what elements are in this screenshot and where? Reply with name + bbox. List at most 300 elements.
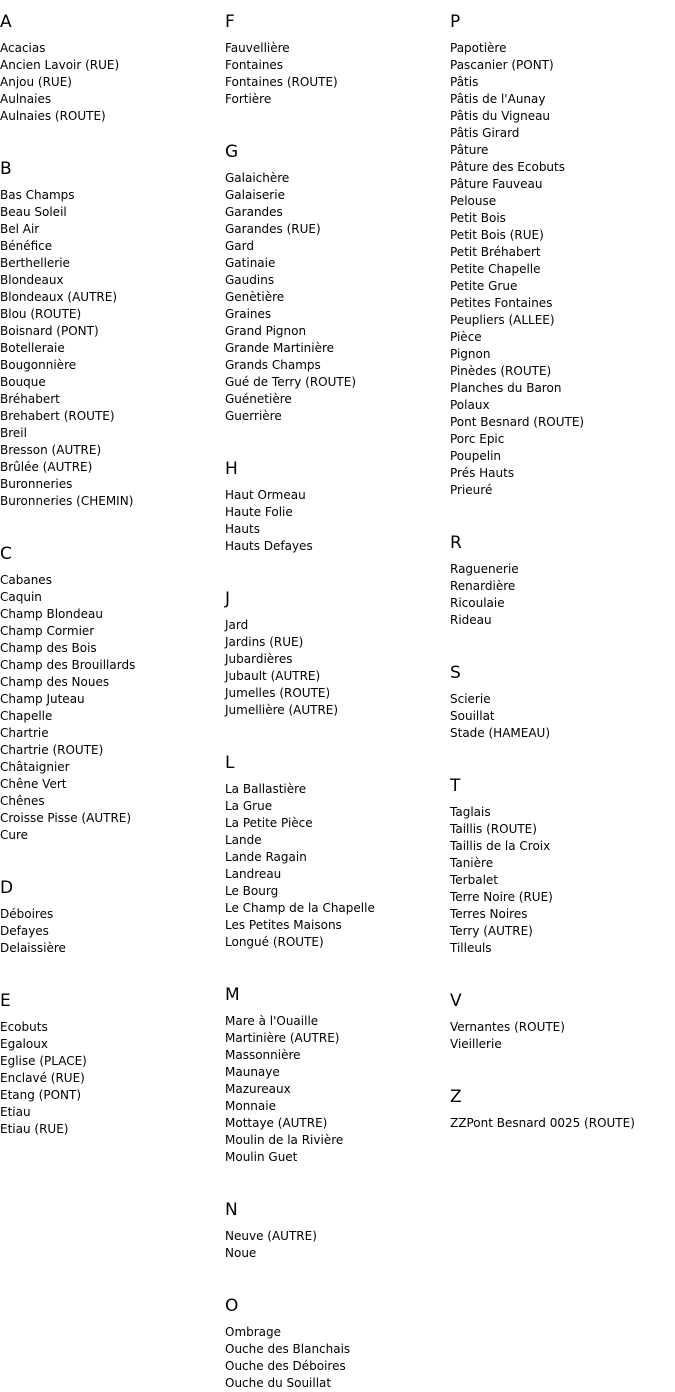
place-link[interactable]: Les Petites Maisons bbox=[225, 918, 342, 932]
place-link[interactable]: Grand Pignon bbox=[225, 324, 307, 338]
place-list-item bbox=[225, 866, 447, 883]
place-list-item bbox=[0, 691, 222, 708]
place-link[interactable]: Haute Folie bbox=[225, 505, 293, 519]
place-link[interactable]: Prieuré bbox=[450, 483, 493, 497]
place-list-item bbox=[450, 431, 672, 448]
place-link[interactable]: Terbalet bbox=[450, 873, 498, 887]
place-link[interactable]: Ancien Lavoir (RUE) bbox=[0, 58, 120, 72]
place-link[interactable]: Champ des Noues bbox=[0, 675, 110, 689]
place-link[interactable]: Garandes (RUE) bbox=[225, 222, 321, 236]
place-link[interactable]: La Petite Pièce bbox=[225, 816, 313, 830]
place-link[interactable]: Ouche des Déboires bbox=[225, 1359, 346, 1373]
place-list-item bbox=[450, 821, 672, 838]
place-link[interactable]: Bas Champs bbox=[0, 188, 75, 202]
place-list-item bbox=[225, 1341, 447, 1358]
place-link[interactable]: Croisse Pisse (AUTRE) bbox=[0, 811, 132, 825]
place-list-item bbox=[450, 57, 672, 74]
place-link[interactable]: Tanière bbox=[450, 856, 494, 870]
place-list-item bbox=[450, 940, 672, 957]
place-link[interactable]: ZZPont Besnard 0025 (ROUTE) bbox=[450, 1116, 635, 1130]
place-list-item bbox=[450, 363, 672, 380]
letter-section bbox=[450, 1085, 672, 1132]
place-link[interactable]: Raguenerie bbox=[450, 562, 519, 576]
place-list bbox=[225, 170, 447, 425]
place-link[interactable]: Fontaines bbox=[225, 58, 284, 72]
place-list-item bbox=[450, 465, 672, 482]
place-list-item bbox=[0, 187, 222, 204]
place-list-item bbox=[450, 91, 672, 108]
place-link[interactable]: Pâtis Girard bbox=[450, 126, 520, 140]
place-list-item bbox=[225, 917, 447, 934]
place-link[interactable]: Jumelles (ROUTE) bbox=[225, 686, 331, 700]
place-list bbox=[225, 40, 447, 108]
place-list bbox=[225, 1324, 447, 1392]
place-link[interactable]: Planches du Baron bbox=[450, 381, 562, 395]
place-list-item bbox=[450, 125, 672, 142]
place-link[interactable]: Champ Juteau bbox=[0, 692, 85, 706]
place-link[interactable]: Le Champ de la Chapelle bbox=[225, 901, 375, 915]
place-list-item bbox=[0, 255, 222, 272]
letter-section bbox=[225, 140, 447, 425]
place-list-item bbox=[450, 923, 672, 940]
place-link[interactable]: Fauvellière bbox=[225, 41, 290, 55]
place-link[interactable]: Anjou (RUE) bbox=[0, 75, 72, 89]
place-list-item bbox=[0, 408, 222, 425]
place-link[interactable]: Terres Noires bbox=[450, 907, 528, 921]
place-link[interactable]: Moulin de la Rivière bbox=[225, 1133, 344, 1147]
place-link[interactable]: Champ des Bois bbox=[0, 641, 97, 655]
place-link[interactable]: Chartrie bbox=[0, 726, 49, 740]
place-link[interactable]: Buronneries (CHEMIN) bbox=[0, 494, 134, 508]
place-link[interactable]: Petite Chapelle bbox=[450, 262, 541, 276]
place-list-item bbox=[450, 176, 672, 193]
place-link[interactable]: Gard bbox=[225, 239, 254, 253]
letter-section bbox=[0, 10, 222, 125]
place-link[interactable]: Acacias bbox=[0, 41, 46, 55]
place-list-item bbox=[450, 227, 672, 244]
place-link[interactable]: Lande bbox=[225, 833, 262, 847]
place-list-item bbox=[0, 827, 222, 844]
place-link[interactable]: Aulnaies bbox=[0, 92, 52, 106]
place-link[interactable]: Ouche du Souillat bbox=[225, 1376, 332, 1390]
place-list-item bbox=[450, 295, 672, 312]
place-link[interactable]: Vernantes (ROUTE) bbox=[450, 1020, 565, 1034]
place-link[interactable]: Rideau bbox=[450, 613, 492, 627]
section-gap bbox=[225, 1262, 447, 1284]
letter-section bbox=[0, 542, 222, 844]
place-link[interactable]: Massonnière bbox=[225, 1048, 301, 1062]
section-gap bbox=[225, 555, 447, 577]
place-list-item bbox=[225, 374, 447, 391]
place-list-item bbox=[450, 312, 672, 329]
place-link[interactable]: Etang (PONT) bbox=[0, 1088, 82, 1102]
section-gap bbox=[225, 951, 447, 973]
place-link[interactable]: Bréhabert bbox=[0, 392, 60, 406]
place-link[interactable]: Enclavé (RUE) bbox=[0, 1071, 85, 1085]
letter-section bbox=[450, 10, 672, 499]
place-link[interactable]: Landreau bbox=[225, 867, 282, 881]
place-link[interactable]: Breil bbox=[0, 426, 27, 440]
place-list bbox=[225, 1228, 447, 1262]
place-link[interactable]: Brûlée (AUTRE) bbox=[0, 460, 93, 474]
section-gap bbox=[225, 719, 447, 741]
place-link[interactable]: Cabanes bbox=[0, 573, 52, 587]
place-link[interactable]: Polaux bbox=[450, 398, 490, 412]
place-link[interactable]: Jubardières bbox=[225, 652, 293, 666]
place-link[interactable]: Eglise (PLACE) bbox=[0, 1054, 87, 1068]
place-link[interactable]: Pâtis de l'Aunay bbox=[450, 92, 546, 106]
place-list bbox=[0, 572, 222, 844]
place-list bbox=[450, 691, 672, 742]
place-list-item bbox=[225, 651, 447, 668]
place-list-item bbox=[450, 74, 672, 91]
letter-section bbox=[0, 157, 222, 510]
place-list-item bbox=[225, 781, 447, 798]
place-list-item bbox=[225, 187, 447, 204]
place-list-item bbox=[225, 832, 447, 849]
place-list-item bbox=[0, 725, 222, 742]
place-list-item bbox=[0, 289, 222, 306]
place-link[interactable]: Boisnard (PONT) bbox=[0, 324, 99, 338]
place-list-item bbox=[0, 742, 222, 759]
letter-heading: H bbox=[225, 459, 238, 479]
place-list-item bbox=[0, 442, 222, 459]
place-link[interactable]: Petit Bois (RUE) bbox=[450, 228, 544, 242]
place-list-item bbox=[225, 91, 447, 108]
letter-section bbox=[450, 989, 672, 1053]
place-link[interactable]: Delaissière bbox=[0, 941, 66, 955]
place-link[interactable]: Egaloux bbox=[0, 1037, 48, 1051]
place-list-item bbox=[225, 900, 447, 917]
place-list-item bbox=[450, 1019, 672, 1036]
place-list-item bbox=[0, 272, 222, 289]
place-list-item bbox=[0, 40, 222, 57]
place-list-item bbox=[0, 810, 222, 827]
place-list-item bbox=[225, 1375, 447, 1392]
place-link[interactable]: Noue bbox=[225, 1246, 257, 1260]
place-link[interactable]: Souillat bbox=[450, 709, 495, 723]
place-list-item bbox=[225, 521, 447, 538]
place-list bbox=[450, 40, 672, 499]
place-link[interactable]: Pâtis du Vigneau bbox=[450, 109, 551, 123]
place-list-item bbox=[0, 1036, 222, 1053]
place-link[interactable]: Gaudins bbox=[225, 273, 275, 287]
place-link[interactable]: Brehabert (ROUTE) bbox=[0, 409, 115, 423]
place-link[interactable]: Le Bourg bbox=[225, 884, 279, 898]
letter-section bbox=[225, 983, 447, 1166]
place-link[interactable]: Petit Bréhabert bbox=[450, 245, 541, 259]
place-link[interactable]: Mazureaux bbox=[225, 1082, 291, 1096]
place-list-item bbox=[450, 380, 672, 397]
place-list-item bbox=[225, 391, 447, 408]
place-list-item bbox=[0, 793, 222, 810]
place-link[interactable]: Blou (ROUTE) bbox=[0, 307, 82, 321]
place-link[interactable]: Blondeaux bbox=[0, 273, 64, 287]
place-list-item bbox=[225, 685, 447, 702]
place-list-item bbox=[450, 708, 672, 725]
letter-heading: F bbox=[225, 12, 235, 32]
place-link[interactable]: Buronneries bbox=[0, 477, 73, 491]
place-list-item bbox=[450, 838, 672, 855]
place-link[interactable]: Stade (HAMEAU) bbox=[450, 726, 551, 740]
place-link[interactable]: Pièce bbox=[450, 330, 482, 344]
place-link[interactable]: Prés Hauts bbox=[450, 466, 515, 480]
place-list-item bbox=[225, 1098, 447, 1115]
place-link[interactable]: Jubault (AUTRE) bbox=[225, 669, 321, 683]
place-list-item bbox=[450, 108, 672, 125]
letter-heading: G bbox=[225, 142, 239, 162]
place-link[interactable]: Mare à l'Ouaille bbox=[225, 1014, 319, 1028]
place-link[interactable]: Galaiserie bbox=[225, 188, 285, 202]
place-link[interactable]: Tilleuls bbox=[450, 941, 492, 955]
place-list-item bbox=[0, 640, 222, 657]
place-link[interactable]: Scierie bbox=[450, 692, 491, 706]
place-list-item bbox=[0, 476, 222, 493]
place-list-item bbox=[0, 493, 222, 510]
place-link[interactable]: Mottaye (AUTRE) bbox=[225, 1116, 328, 1130]
place-list-item bbox=[450, 804, 672, 821]
place-link[interactable]: Beau Soleil bbox=[0, 205, 67, 219]
place-list-item bbox=[0, 589, 222, 606]
place-link[interactable]: Petit Bois bbox=[450, 211, 506, 225]
letter-heading: M bbox=[225, 985, 240, 1005]
place-list-item bbox=[225, 1132, 447, 1149]
place-list-item bbox=[225, 1030, 447, 1047]
place-list-item bbox=[225, 1245, 447, 1262]
place-list-item bbox=[225, 934, 447, 951]
place-list-item bbox=[0, 606, 222, 623]
place-link[interactable]: Chartrie (ROUTE) bbox=[0, 743, 104, 757]
place-link[interactable]: Grande Martinière bbox=[225, 341, 335, 355]
place-link[interactable]: Gué de Terry (ROUTE) bbox=[225, 375, 357, 389]
place-list-item bbox=[450, 414, 672, 431]
place-link[interactable]: Neuve (AUTRE) bbox=[225, 1229, 317, 1243]
place-list-item bbox=[450, 40, 672, 57]
place-list bbox=[225, 617, 447, 719]
place-link[interactable]: Ouche des Blanchais bbox=[225, 1342, 351, 1356]
place-list-item bbox=[0, 572, 222, 589]
place-list-item bbox=[0, 238, 222, 255]
place-list-item bbox=[0, 204, 222, 221]
place-list-item bbox=[0, 776, 222, 793]
letter-section bbox=[225, 10, 447, 108]
section-gap bbox=[0, 510, 222, 532]
index-column-1 bbox=[0, 0, 222, 1138]
place-link[interactable]: Garandes bbox=[225, 205, 283, 219]
place-list-item bbox=[0, 221, 222, 238]
place-link[interactable]: Etiau (RUE) bbox=[0, 1122, 69, 1136]
place-list-item bbox=[225, 487, 447, 504]
place-list bbox=[225, 487, 447, 555]
place-list-item bbox=[450, 1115, 672, 1132]
place-link[interactable]: Hauts Defayes bbox=[225, 539, 313, 553]
place-list-item bbox=[450, 595, 672, 612]
place-link[interactable]: Botelleraie bbox=[0, 341, 65, 355]
place-link[interactable]: Pont Besnard (ROUTE) bbox=[450, 415, 585, 429]
place-link[interactable]: Terry (AUTRE) bbox=[450, 924, 533, 938]
place-link[interactable]: Pignon bbox=[450, 347, 491, 361]
place-link[interactable]: Jardins (RUE) bbox=[225, 635, 304, 649]
letter-section bbox=[225, 587, 447, 719]
place-list-item bbox=[450, 612, 672, 629]
place-list-item bbox=[0, 57, 222, 74]
place-list-item bbox=[450, 142, 672, 159]
place-list-item bbox=[450, 1036, 672, 1053]
place-link[interactable]: Pâture des Ecobuts bbox=[450, 160, 565, 174]
place-link[interactable]: Haut Ormeau bbox=[225, 488, 306, 502]
place-link[interactable]: Jard bbox=[225, 618, 249, 632]
place-link[interactable]: Bougonnière bbox=[0, 358, 77, 372]
place-list-item bbox=[225, 1081, 447, 1098]
place-link[interactable]: Fortière bbox=[225, 92, 272, 106]
section-gap bbox=[0, 125, 222, 147]
place-link[interactable]: Châtaignier bbox=[0, 760, 70, 774]
place-link[interactable]: Poupelin bbox=[450, 449, 502, 463]
place-link[interactable]: Martinière (AUTRE) bbox=[225, 1031, 340, 1045]
place-list-item bbox=[450, 278, 672, 295]
place-list bbox=[0, 187, 222, 510]
place-link[interactable]: Blondeaux (AUTRE) bbox=[0, 290, 117, 304]
place-link[interactable]: Petite Grue bbox=[450, 279, 518, 293]
place-link[interactable]: Bouque bbox=[0, 375, 46, 389]
letter-section bbox=[450, 774, 672, 957]
place-link[interactable]: Déboires bbox=[0, 907, 54, 921]
place-link[interactable]: Maunaye bbox=[225, 1065, 280, 1079]
place-list-item bbox=[225, 617, 447, 634]
section-gap bbox=[225, 1166, 447, 1188]
place-list-item bbox=[225, 272, 447, 289]
place-list-item bbox=[225, 1115, 447, 1132]
place-link[interactable]: Champ Cormier bbox=[0, 624, 95, 638]
place-list-item bbox=[225, 1047, 447, 1064]
place-list bbox=[0, 906, 222, 957]
place-link[interactable]: Papotière bbox=[450, 41, 507, 55]
place-list-item bbox=[0, 74, 222, 91]
place-link[interactable]: Pâture bbox=[450, 143, 489, 157]
place-link[interactable]: Lande Ragain bbox=[225, 850, 307, 864]
place-link[interactable]: Fontaines (ROUTE) bbox=[225, 75, 338, 89]
place-link[interactable]: Pinèdes (ROUTE) bbox=[450, 364, 552, 378]
place-link[interactable]: Defayes bbox=[0, 924, 49, 938]
place-link[interactable]: Hauts bbox=[225, 522, 260, 536]
place-link[interactable]: Aulnaies (ROUTE) bbox=[0, 109, 106, 123]
place-link[interactable]: Grands Champs bbox=[225, 358, 321, 372]
section-gap bbox=[0, 957, 222, 979]
place-link[interactable]: Galaichère bbox=[225, 171, 290, 185]
place-list-item bbox=[0, 374, 222, 391]
place-link[interactable]: Bresson (AUTRE) bbox=[0, 443, 102, 457]
letter-heading: L bbox=[225, 753, 235, 773]
place-list-item bbox=[0, 657, 222, 674]
place-list-item bbox=[0, 1087, 222, 1104]
place-list-item bbox=[225, 883, 447, 900]
place-link[interactable]: Cure bbox=[0, 828, 29, 842]
letter-section bbox=[225, 1294, 447, 1392]
place-link[interactable]: Bel Air bbox=[0, 222, 40, 236]
place-link[interactable]: La Ballastière bbox=[225, 782, 307, 796]
place-link[interactable]: Moulin Guet bbox=[225, 1150, 298, 1164]
place-link[interactable]: Chêne Vert bbox=[0, 777, 67, 791]
place-list-item bbox=[225, 306, 447, 323]
place-link[interactable]: Renardière bbox=[450, 579, 516, 593]
letter-heading: N bbox=[225, 1200, 238, 1220]
place-link[interactable]: Graines bbox=[225, 307, 272, 321]
place-link[interactable]: Guerrière bbox=[225, 409, 282, 423]
place-list bbox=[0, 40, 222, 125]
place-link[interactable]: Monnaie bbox=[225, 1099, 276, 1113]
section-gap bbox=[450, 1053, 672, 1075]
place-link[interactable]: Ecobuts bbox=[0, 1020, 48, 1034]
place-link[interactable]: Longué (ROUTE) bbox=[225, 935, 324, 949]
place-link[interactable]: Champ Blondeau bbox=[0, 607, 103, 621]
place-link[interactable]: Bénéfice bbox=[0, 239, 53, 253]
place-link[interactable]: Champ des Brouillards bbox=[0, 658, 136, 672]
place-list-item bbox=[225, 634, 447, 651]
place-link[interactable]: Ricoulaie bbox=[450, 596, 505, 610]
place-list-item bbox=[225, 289, 447, 306]
place-list-item bbox=[225, 74, 447, 91]
place-link[interactable]: Genètière bbox=[225, 290, 285, 304]
place-link[interactable]: Chênes bbox=[0, 794, 45, 808]
place-list-item bbox=[0, 1070, 222, 1087]
place-list-item bbox=[0, 1053, 222, 1070]
place-link[interactable]: Pâture Fauveau bbox=[450, 177, 543, 191]
section-gap bbox=[225, 108, 447, 130]
letter-heading: A bbox=[0, 12, 12, 32]
place-link[interactable]: Taillis de la Croix bbox=[450, 839, 551, 853]
place-link[interactable]: Peupliers (ALLEE) bbox=[450, 313, 555, 327]
place-list-item bbox=[450, 872, 672, 889]
place-list-item bbox=[225, 221, 447, 238]
place-link[interactable]: Gatinaie bbox=[225, 256, 276, 270]
letter-heading: C bbox=[0, 544, 12, 564]
place-list-item bbox=[0, 623, 222, 640]
place-list-item bbox=[225, 323, 447, 340]
place-link[interactable]: Porc Epic bbox=[450, 432, 505, 446]
place-link[interactable]: Jumellière (AUTRE) bbox=[225, 703, 339, 717]
place-link[interactable]: Guénetière bbox=[225, 392, 292, 406]
place-list-item bbox=[0, 923, 222, 940]
place-list-item bbox=[225, 357, 447, 374]
place-link[interactable]: Etiau bbox=[0, 1105, 31, 1119]
place-link[interactable]: Pâtis bbox=[450, 75, 479, 89]
place-link[interactable]: Petites Fontaines bbox=[450, 296, 553, 310]
index-column-3 bbox=[450, 0, 672, 1132]
place-list-item bbox=[225, 255, 447, 272]
place-list-item bbox=[0, 459, 222, 476]
place-link[interactable]: Pascanier (PONT) bbox=[450, 58, 554, 72]
place-link[interactable]: Caquin bbox=[0, 590, 42, 604]
place-link[interactable]: La Grue bbox=[225, 799, 273, 813]
section-gap bbox=[450, 629, 672, 651]
letter-section bbox=[450, 531, 672, 629]
place-link[interactable]: Ombrage bbox=[225, 1325, 282, 1339]
place-link[interactable]: Chapelle bbox=[0, 709, 53, 723]
place-link[interactable]: Berthellerie bbox=[0, 256, 70, 270]
place-link[interactable]: Pelouse bbox=[450, 194, 497, 208]
letter-section bbox=[0, 989, 222, 1138]
letter-heading: S bbox=[450, 663, 461, 683]
place-link[interactable]: Taglais bbox=[450, 805, 491, 819]
place-link[interactable]: Vieillerie bbox=[450, 1037, 502, 1051]
section-gap bbox=[450, 499, 672, 521]
place-link[interactable]: Taillis (ROUTE) bbox=[450, 822, 537, 836]
letter-heading: E bbox=[0, 991, 11, 1011]
place-list-item bbox=[450, 397, 672, 414]
place-link[interactable]: Terre Noire (RUE) bbox=[450, 890, 553, 904]
place-list-item bbox=[0, 391, 222, 408]
letter-heading: J bbox=[225, 589, 231, 609]
